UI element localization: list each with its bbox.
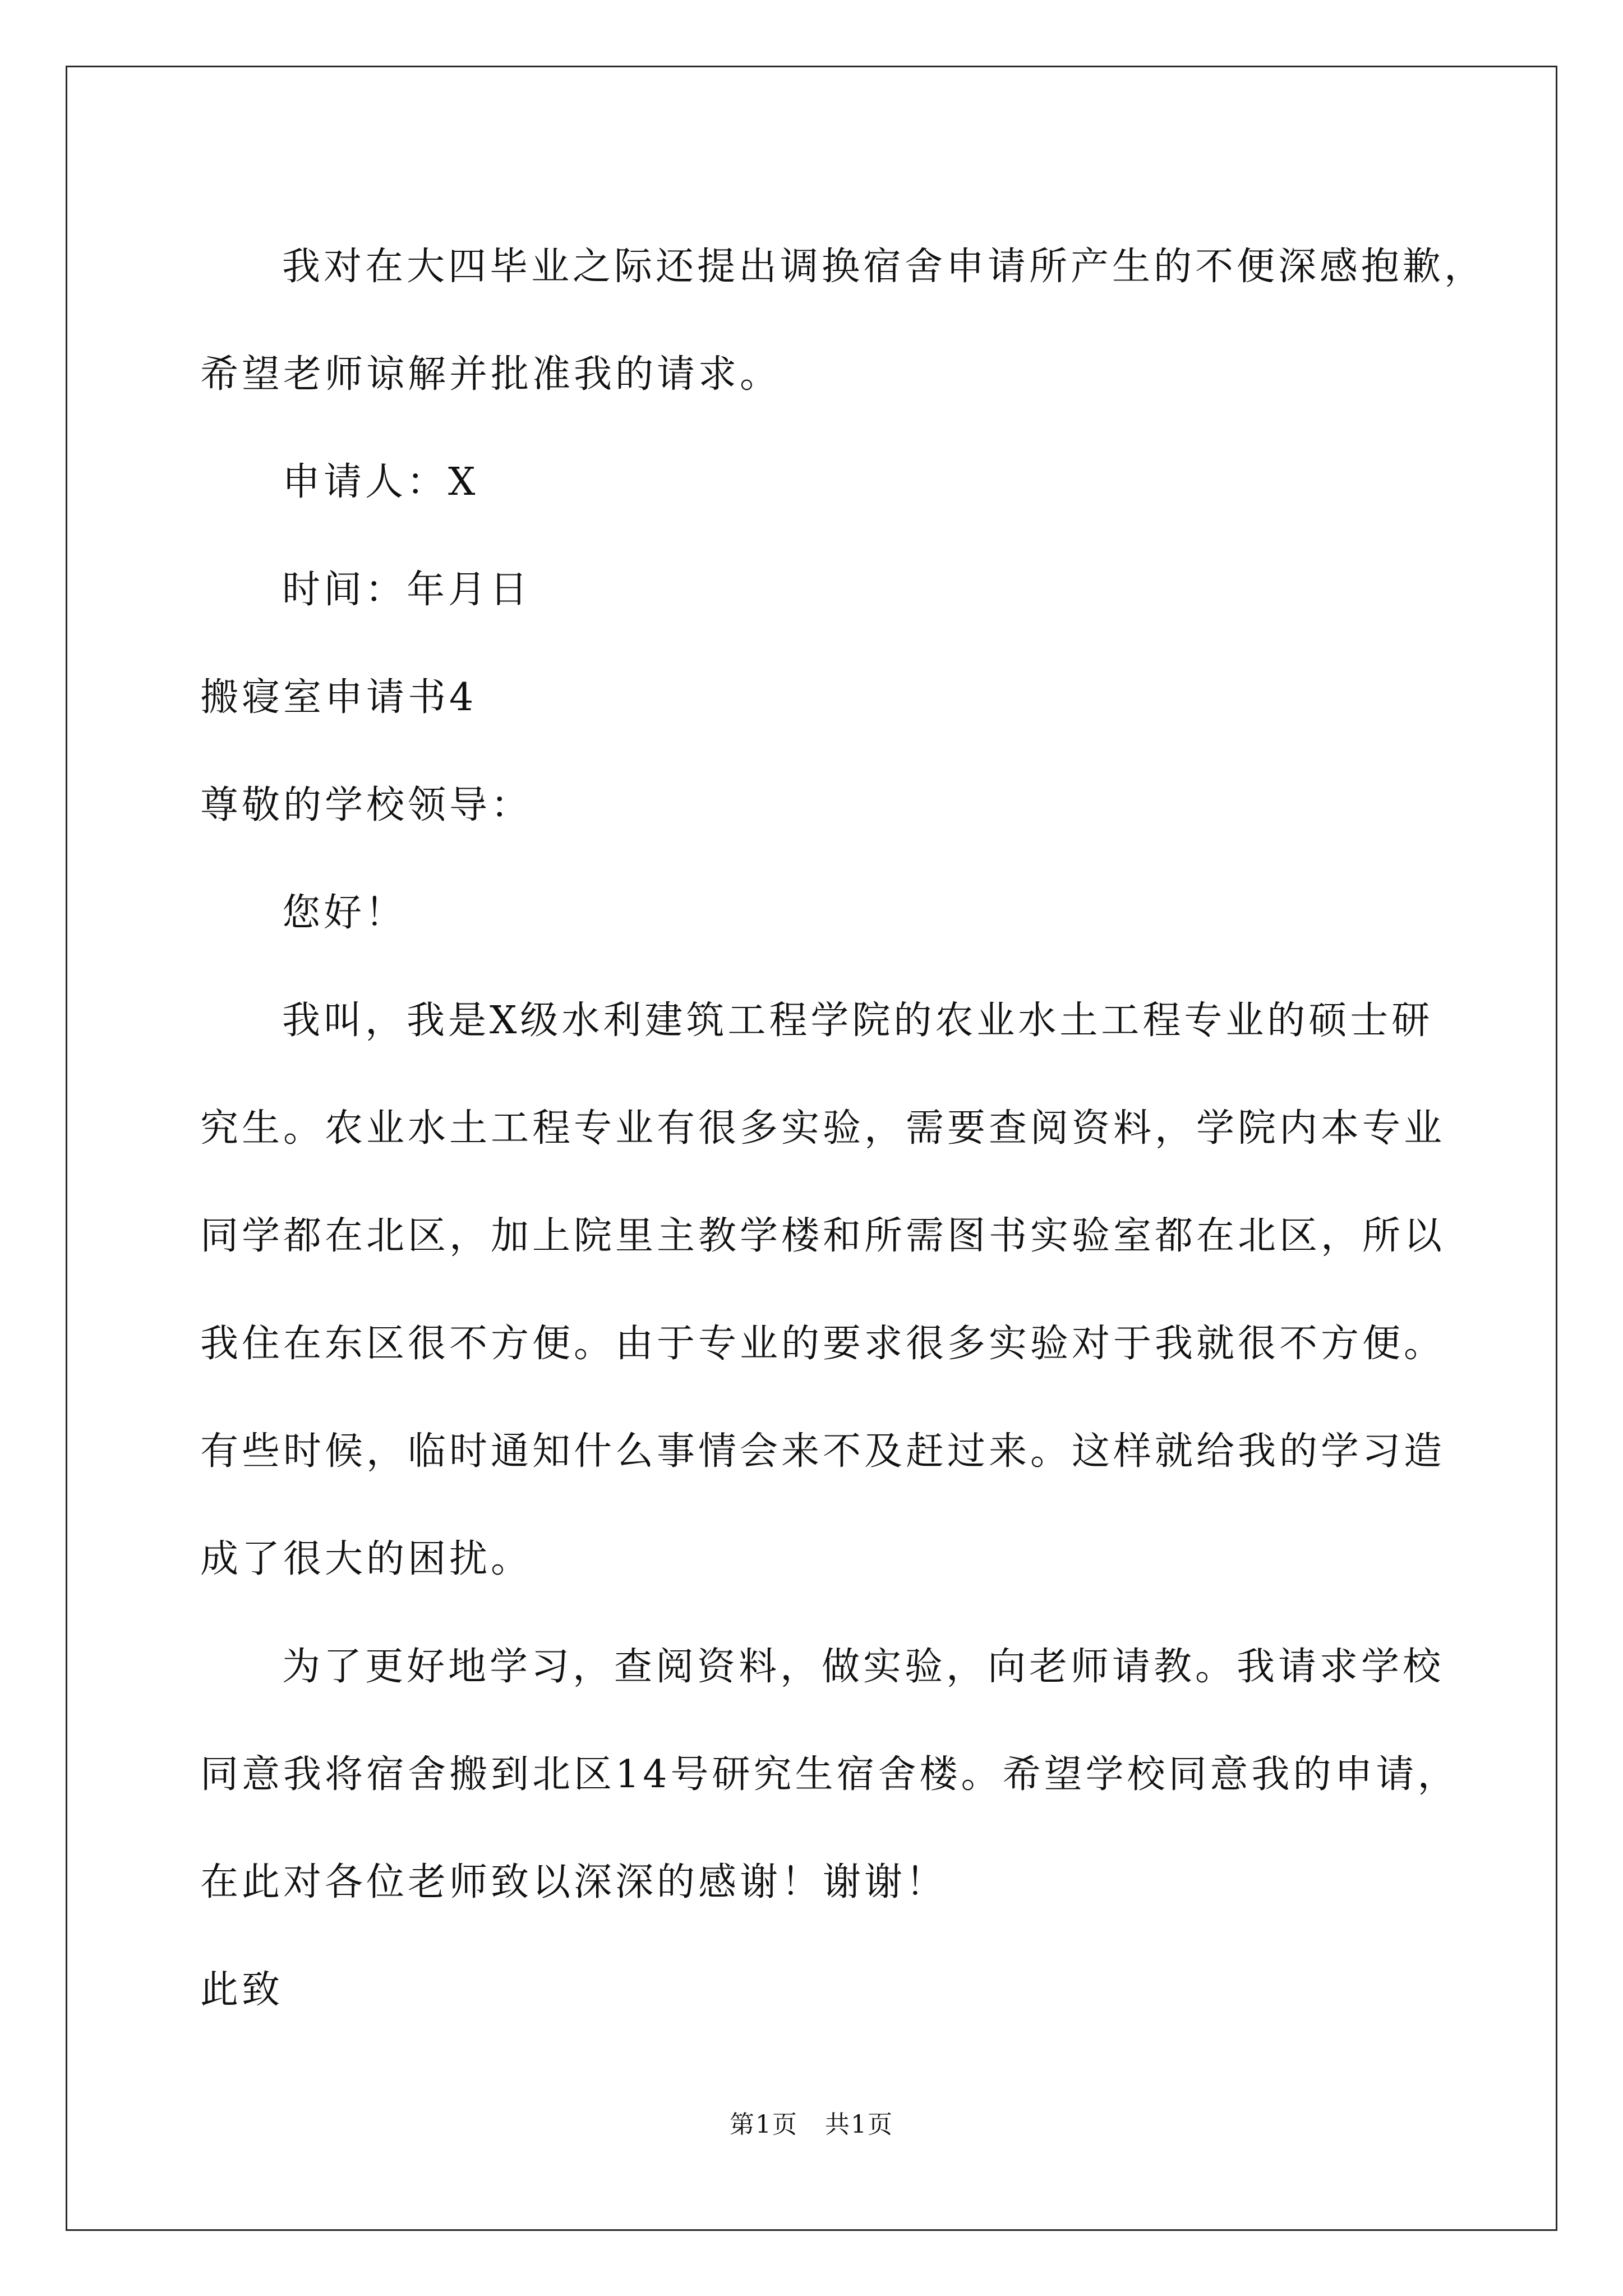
paragraph-line: 成了很大的困扰。 (200, 1537, 533, 1581)
page-footer (0, 2108, 1623, 2142)
salutation: 尊敬的学校领导： (200, 783, 533, 827)
section-title: 搬寝室申请书4 (200, 675, 477, 720)
paragraph-line: 在此对各位老师致以深深的感谢！谢谢！ (200, 1860, 948, 1904)
paragraph-line: 希望老师谅解并批准我的请求。 (200, 352, 782, 397)
date-line: 时间：年月日 (282, 568, 532, 612)
greeting: 您好！ (282, 891, 407, 935)
page-number: 第1页 (730, 2110, 798, 2139)
document-body (200, 213, 1486, 2044)
closing-line: 此致 (200, 1968, 284, 2012)
paragraph-line: 有些时候，临时通知什么事情会来不及赶过来。这样就给我的学习造 (200, 1429, 1446, 1474)
paragraph-line: 我叫，我是X级水利建筑工程学院的农业水土工程专业的硕士研 (282, 999, 1433, 1043)
paragraph-line: 同学都在北区，加上院里主教学楼和所需图书实验室都在北区，所以 (200, 1214, 1446, 1258)
paragraph-line: 我对在大四毕业之际还提出调换宿舍申请所产生的不便深感抱歉， (282, 245, 1486, 289)
applicant-line: 申请人：X (282, 460, 479, 504)
paragraph-line: 究生。农业水土工程专业有很多实验，需要查阅资料，学院内本专业 (200, 1106, 1446, 1151)
paragraph-line: 为了更好地学习，查阅资料，做实验，向老师请教。我请求学校 (282, 1645, 1445, 1689)
paragraph-line: 我住在东区很不方便。由于专业的要求很多实验对于我就很不方便。 (200, 1322, 1446, 1366)
page-total: 共1页 (825, 2110, 893, 2139)
paragraph-line: 同意我将宿舍搬到北区14号研究生宿舍楼。希望学校同意我的申请， (200, 1752, 1459, 1797)
